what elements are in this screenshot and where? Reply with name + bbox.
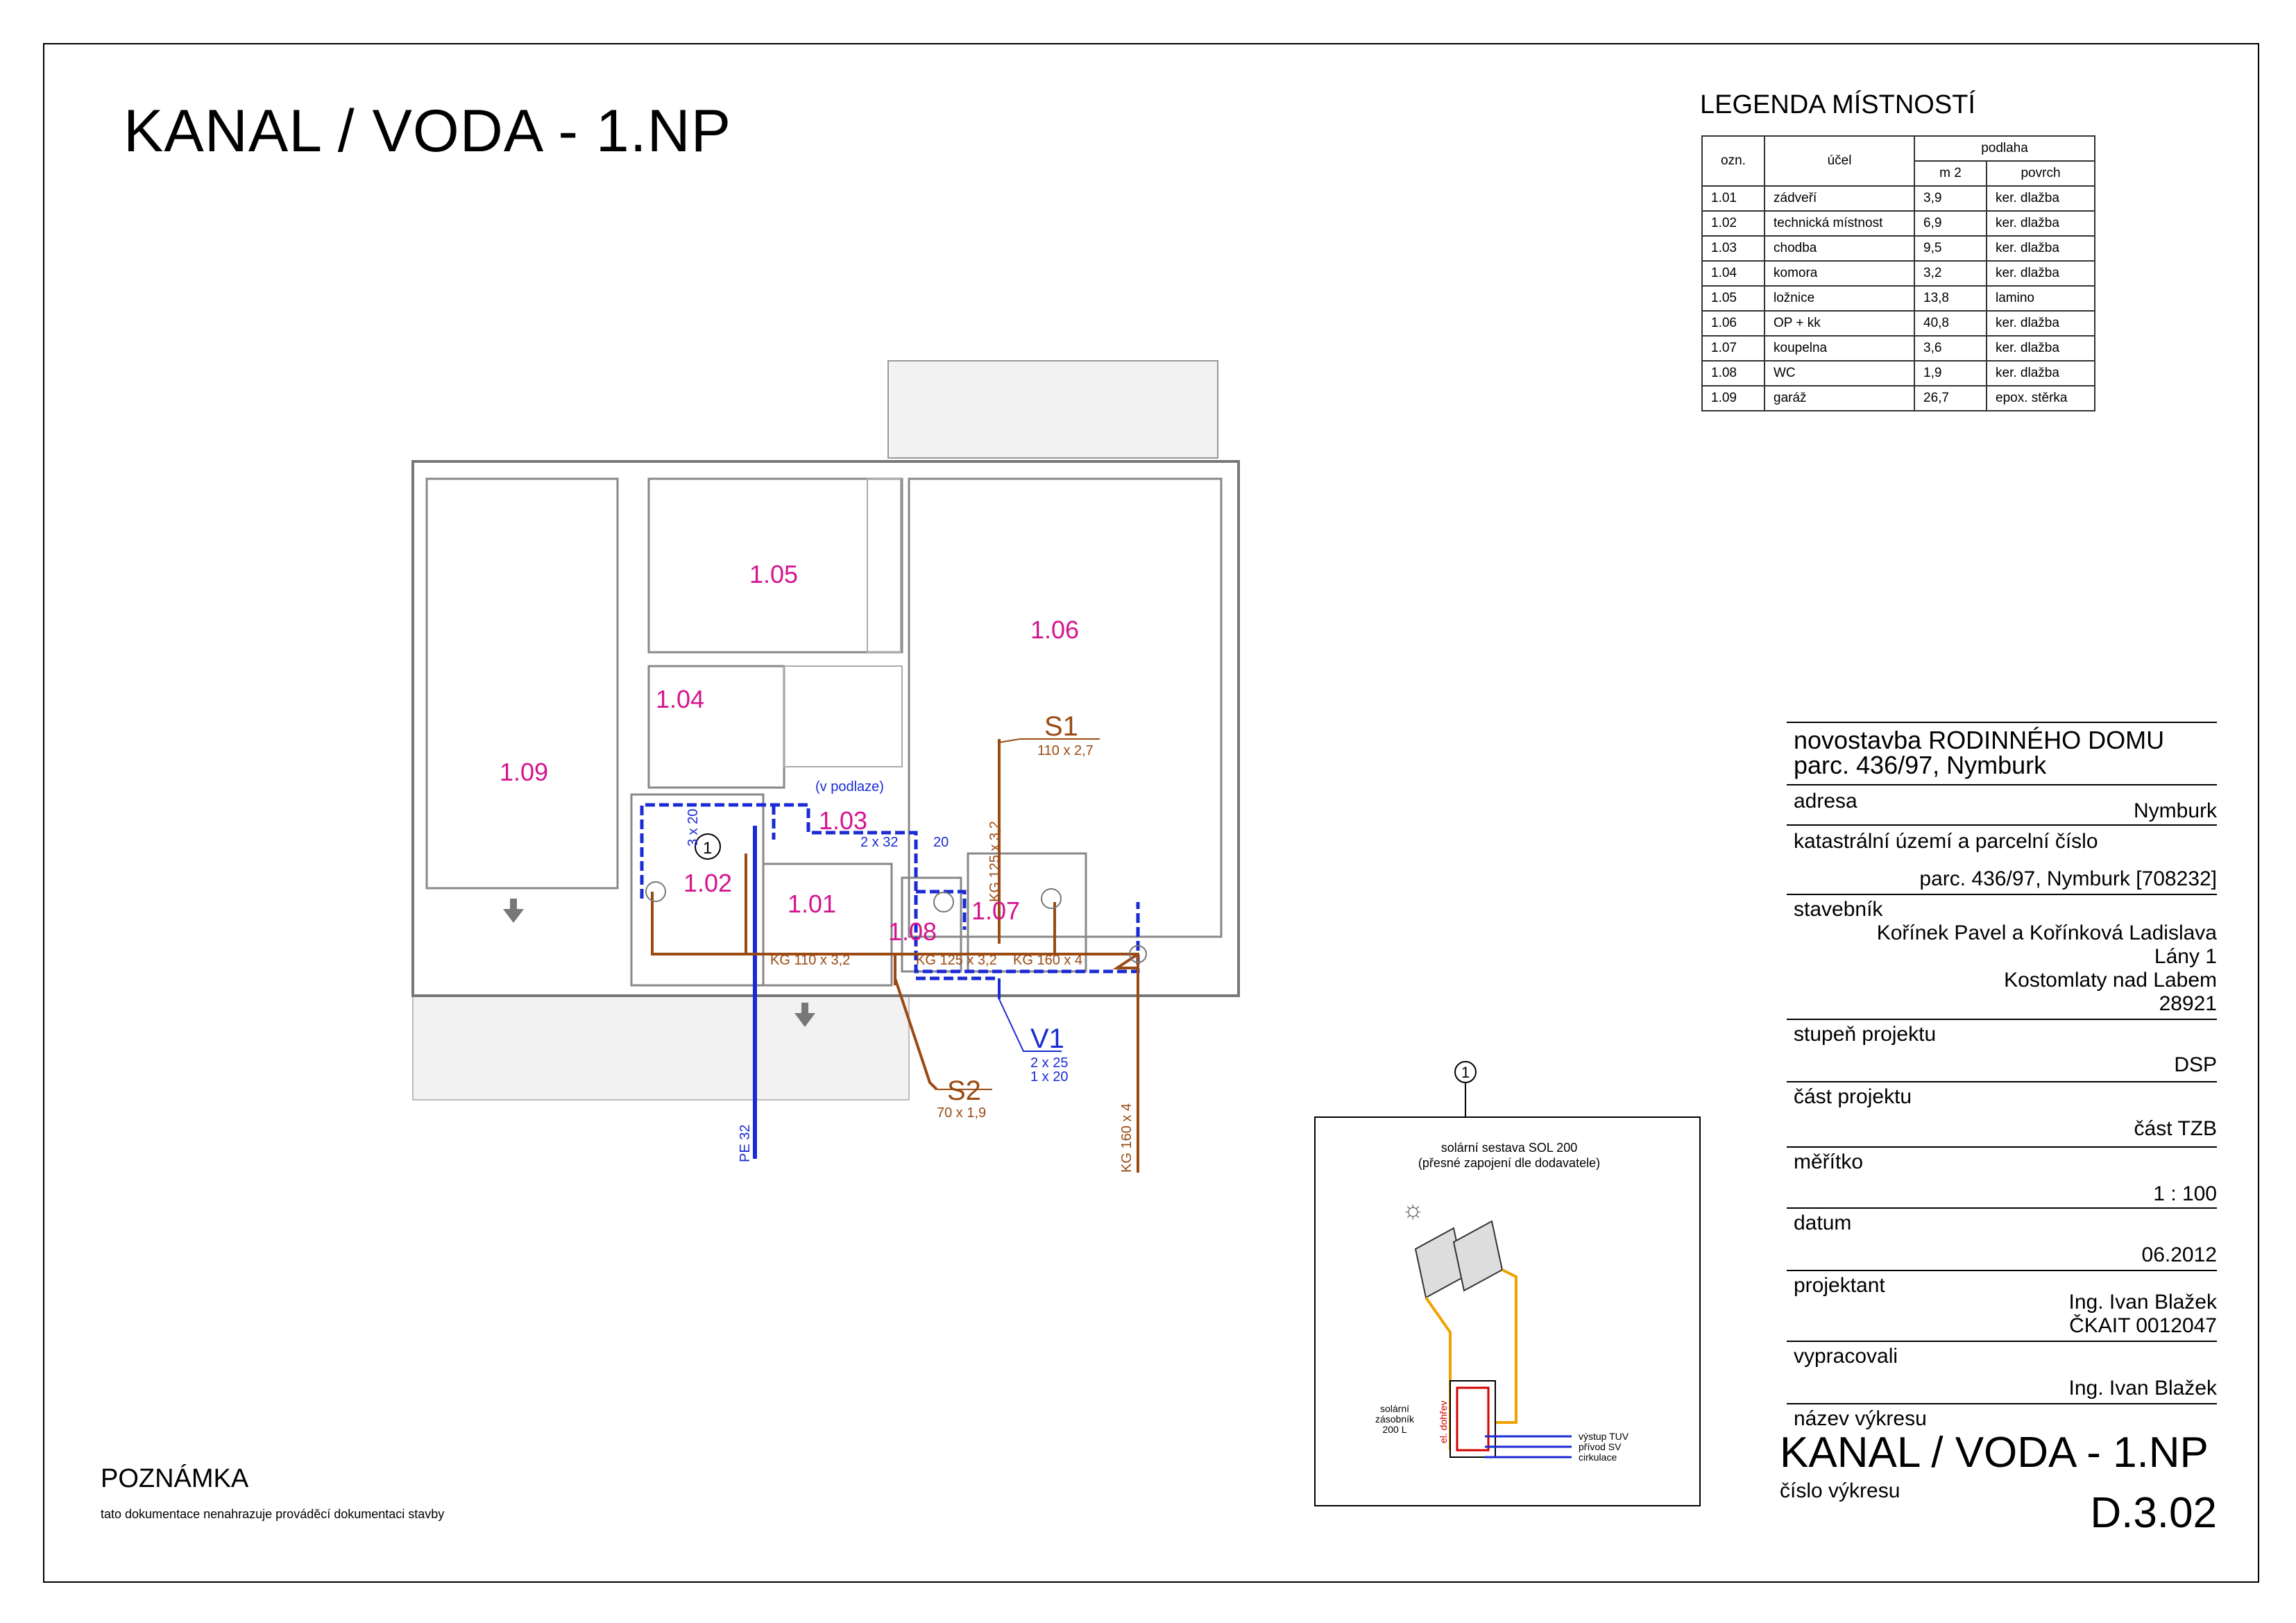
designer-name: Ing. Ivan Blažek — [2068, 1291, 2217, 1314]
label-kg110: KG 110 x 3,2 — [770, 953, 851, 968]
legend-header-floor: podlaha — [1914, 136, 2095, 161]
legend-cell-id: 1.05 — [1702, 286, 1764, 311]
stack-s2-dimension: 70 x 1,9 — [937, 1105, 987, 1121]
sheet-number: D.3.02 — [2090, 1489, 2217, 1537]
water-v1-dimension-1: 2 x 25 — [1030, 1055, 1069, 1071]
note-title: POZNÁMKA — [101, 1464, 249, 1493]
legend-header-surface: povrch — [1987, 161, 2095, 186]
legend-cell-surface: ker. dlažba — [1987, 236, 2095, 261]
sheet-title-label: název výkresu — [1794, 1407, 1927, 1430]
prepared-value: Ing. Ivan Blažek — [2068, 1377, 2217, 1400]
investor-line-3: Kostomlaty nad Labem — [2004, 969, 2217, 992]
legend-cell-area: 9,5 — [1914, 236, 1987, 261]
legend-cell-area: 3,6 — [1914, 336, 1987, 361]
project-name-2: parc. 436/97, Nymburk — [1794, 751, 2047, 779]
investor-line-2: Lány 1 — [2154, 945, 2217, 968]
room-1-06: 1.06 — [1030, 615, 1080, 644]
detail-ref-number: 1 — [1461, 1064, 1470, 1081]
legend-cell-id: 1.02 — [1702, 211, 1764, 236]
detail-ref-plan: 1 — [703, 839, 713, 858]
stage-value: DSP — [2174, 1053, 2217, 1076]
legend-cell-surface: ker. dlažba — [1987, 211, 2095, 236]
outlet-tuv-label: výstup TUV — [1579, 1431, 1629, 1442]
room-1-04: 1.04 — [656, 685, 705, 713]
legend-cell-purpose: ložnice — [1764, 286, 1914, 311]
tank-label-2: zásobník — [1375, 1413, 1415, 1425]
detail-title-1: solární sestava SOL 200 — [1440, 1141, 1578, 1155]
legend-cell-surface: ker. dlažba — [1987, 361, 2095, 386]
legend-header-id: ozn. — [1702, 136, 1764, 186]
room-1-07: 1.07 — [971, 897, 1021, 925]
legend-cell-surface: ker. dlažba — [1987, 186, 2095, 211]
stack-s2-label: S2 — [947, 1076, 981, 1106]
legend-cell-area: 3,9 — [1914, 186, 1987, 211]
legend-cell-purpose: komora — [1764, 261, 1914, 286]
legend-title: LEGENDA MÍSTNOSTÍ — [1700, 90, 1975, 119]
circulation-label: cirkulace — [1579, 1452, 1617, 1463]
cadastre-value: parc. 436/97, Nymburk [708232] — [1919, 867, 2217, 890]
legend-cell-purpose: WC — [1764, 361, 1914, 386]
sheet-number-label: číslo výkresu — [1780, 1479, 1900, 1502]
label-pe32: PE 32 — [738, 1124, 753, 1162]
legend-cell-id: 1.01 — [1702, 186, 1764, 211]
drawing-title: KANAL / VODA - 1.NP — [124, 98, 732, 164]
label-kg125-horizontal: KG 125 x 3,2 — [916, 953, 997, 968]
label-in-floor: (v podlaze) — [815, 779, 884, 794]
investor-line-4: 28921 — [2159, 992, 2217, 1015]
legend-cell-id: 1.07 — [1702, 336, 1764, 361]
label-2x32: 2 x 32 — [860, 835, 899, 850]
room-1-05: 1.05 — [749, 560, 799, 588]
tank-label-3: 200 L — [1382, 1424, 1407, 1435]
room-1-03: 1.03 — [819, 806, 868, 835]
legend-cell-id: 1.03 — [1702, 236, 1764, 261]
stage-label: stupeň projektu — [1794, 1023, 1937, 1046]
legend-cell-area: 13,8 — [1914, 286, 1987, 311]
room-1-09: 1.09 — [500, 758, 549, 786]
legend-cell-area: 6,9 — [1914, 211, 1987, 236]
stack-s1-dimension: 110 x 2,7 — [1037, 743, 1094, 758]
label-3x20: 3 x 20 — [686, 808, 701, 847]
label-kg160-horizontal: KG 160 x 4 — [1013, 953, 1083, 968]
designer-label: projektant — [1794, 1274, 1885, 1297]
legend-cell-id: 1.06 — [1702, 311, 1764, 336]
legend-cell-area: 1,9 — [1914, 361, 1987, 386]
date-value: 06.2012 — [2141, 1243, 2217, 1266]
legend-cell-id: 1.04 — [1702, 261, 1764, 286]
room-1-01: 1.01 — [788, 890, 837, 918]
legend-cell-purpose: garáž — [1764, 386, 1914, 411]
stack-s1-label: S1 — [1044, 711, 1078, 742]
part-label: část projektu — [1794, 1085, 1912, 1108]
investor-line-1: Kořínek Pavel a Kořínková Ladislava — [1876, 921, 2217, 944]
legend-cell-area: 3,2 — [1914, 261, 1987, 286]
scale-label: měřítko — [1794, 1150, 1864, 1173]
legend-cell-purpose: OP + kk — [1764, 311, 1914, 336]
legend-cell-id: 1.08 — [1702, 361, 1764, 386]
legend-header-purpose: účel — [1764, 136, 1914, 186]
inlet-sv-label: přívod SV — [1579, 1441, 1622, 1452]
legend-cell-area: 26,7 — [1914, 386, 1987, 411]
legend-cell-surface: ker. dlažba — [1987, 311, 2095, 336]
terrace-area — [888, 361, 1218, 458]
legend-cell-purpose: zádveří — [1764, 186, 1914, 211]
designer-license: ČKAIT 0012047 — [2069, 1314, 2217, 1337]
cadastre-label: katastrální území a parcelní číslo — [1794, 830, 2098, 853]
address-label: adresa — [1794, 790, 1857, 813]
legend-cell-surface: ker. dlažba — [1987, 261, 2095, 286]
legend-cell-area: 40,8 — [1914, 311, 1987, 336]
note-text: tato dokumentace nenahrazuje prováděcí dokumentaci stavby — [101, 1507, 445, 1521]
legend-cell-id: 1.09 — [1702, 386, 1764, 411]
legend-cell-surface: ker. dlažba — [1987, 336, 2095, 361]
legend-cell-purpose: koupelna — [1764, 336, 1914, 361]
heater-label: el. dohřev — [1438, 1400, 1449, 1443]
label-20: 20 — [933, 835, 949, 850]
legend-cell-surface: lamino — [1987, 286, 2095, 311]
scale-value: 1 : 100 — [2153, 1182, 2217, 1205]
legend-cell-purpose: technická místnost — [1764, 211, 1914, 236]
date-label: datum — [1794, 1212, 1852, 1234]
room-1-02: 1.02 — [683, 869, 733, 897]
sun-icon: ☼ — [1402, 1195, 1425, 1223]
detail-title-2: (přesné zapojení dle dodavatele) — [1418, 1156, 1601, 1170]
water-v1-label: V1 — [1030, 1023, 1064, 1054]
water-v1-dimension-2: 1 x 20 — [1030, 1069, 1069, 1085]
sheet-title: KANAL / VODA - 1.NP — [1780, 1429, 2209, 1477]
legend-cell-purpose: chodba — [1764, 236, 1914, 261]
prepared-label: vypracovali — [1794, 1345, 1898, 1368]
legend-cell-surface: epox. stěrka — [1987, 386, 2095, 411]
label-kg160-vertical: KG 160 x 4 — [1119, 1103, 1134, 1173]
address-value: Nymburk — [2133, 799, 2217, 822]
label-kg125-vertical: KG 125 x 3,2 — [987, 821, 1003, 902]
legend-header-area: m 2 — [1914, 161, 1987, 186]
part-value: část TZB — [2134, 1117, 2217, 1140]
project-name-1: novostavba RODINNÉHO DOMU — [1794, 726, 2165, 754]
tank-label-1: solární — [1379, 1403, 1410, 1414]
room-1-08: 1.08 — [888, 917, 937, 946]
investor-label: stavebník — [1794, 898, 1883, 921]
